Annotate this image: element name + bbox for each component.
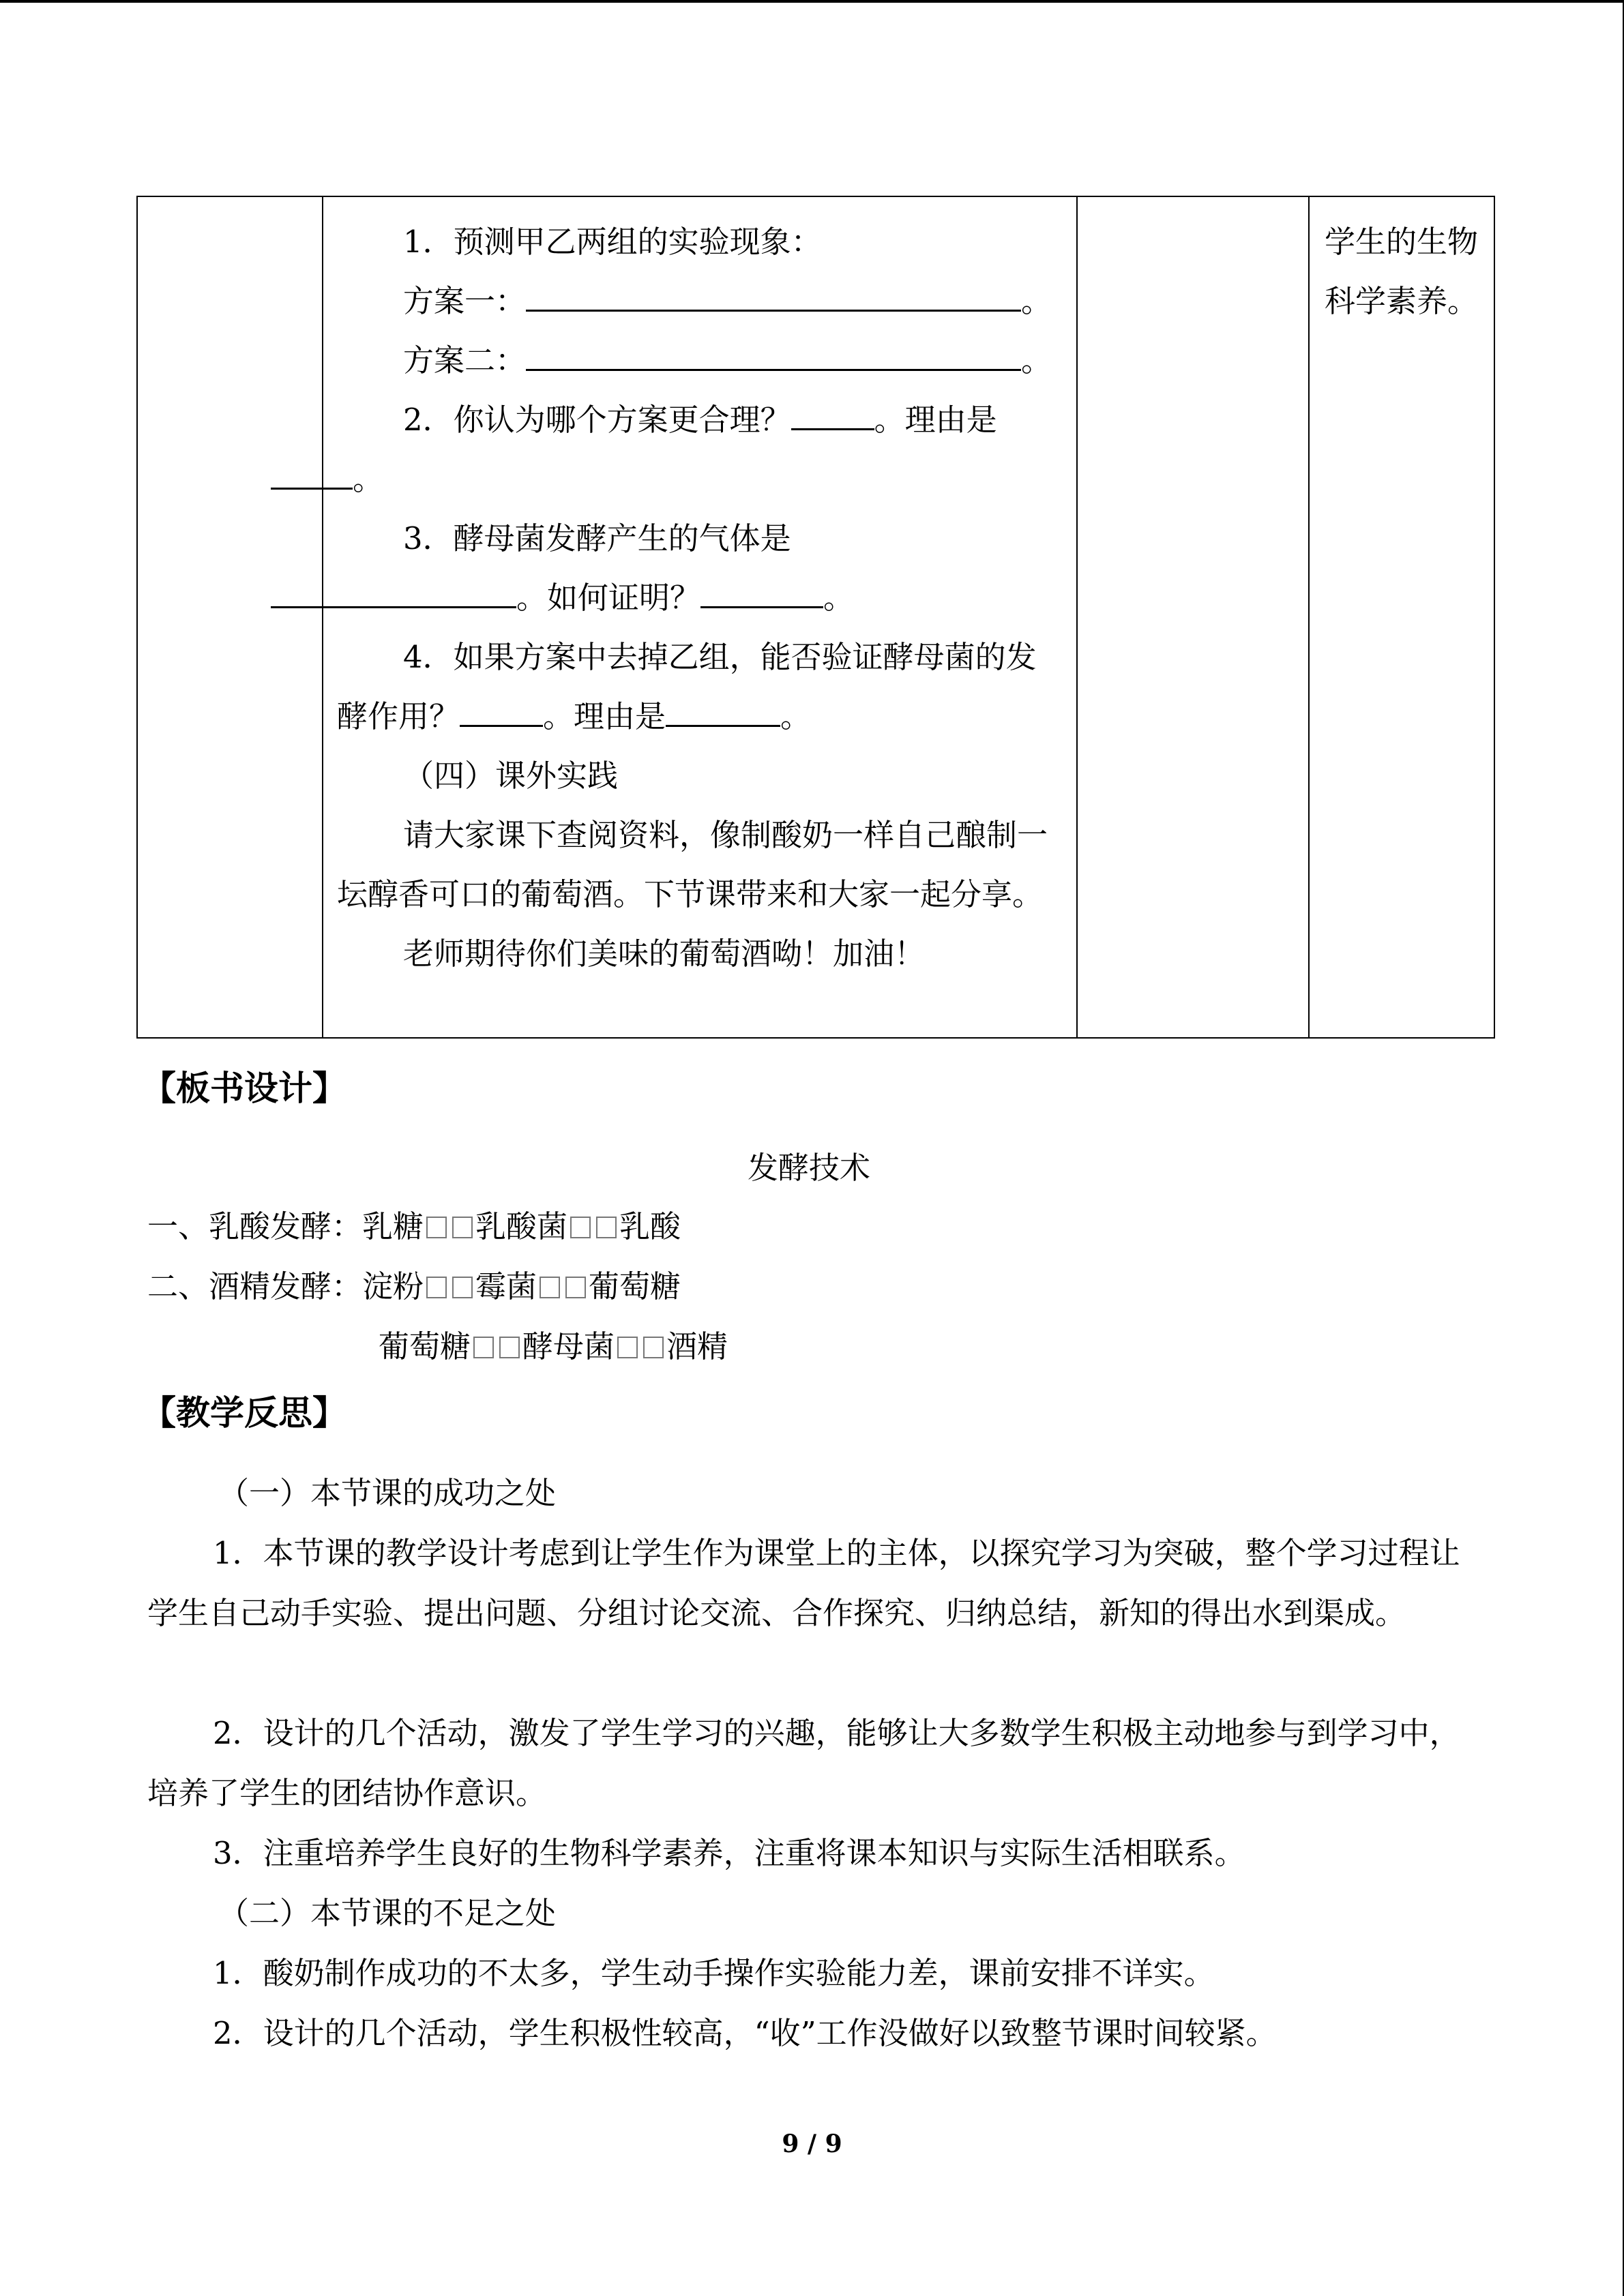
answer-blank: [791, 396, 874, 430]
table-cell-empty-1: [137, 196, 323, 1038]
box-glyph: [426, 1217, 447, 1238]
box-glyph: [565, 1277, 586, 1298]
plan-2-line: 方案二： 。: [337, 331, 1063, 390]
table-cell-empty-3: [1077, 196, 1309, 1038]
lesson-table: [136, 196, 1495, 1039]
plan-1-line: 方案一： 。: [337, 271, 1063, 331]
answer-blank: [526, 277, 1021, 312]
shortcoming-1: 1．酸奶制作成功的不太多，学生动手操作实验能力差，课前安排不详实。: [213, 1955, 1215, 1991]
box-glyph: [570, 1217, 591, 1238]
box-glyph: [473, 1337, 494, 1358]
success-2: 2．设计的几个活动，激发了学生学习的兴趣，能够让大多数学生积极主动地参与到学习中，培养了学生的团结协作意识。: [147, 1715, 1460, 1811]
shortcoming-2: 2．设计的几个活动，学生积极性较高，“收”工作没做好以致整节课时间较紧。: [213, 2015, 1277, 2051]
board-line-3: 葡萄糖 酵母菌 酒精: [379, 1328, 728, 1365]
box-glyph: [499, 1337, 520, 1358]
practice-title: （四）课外实践: [403, 758, 619, 794]
box-glyph: [452, 1277, 473, 1298]
table-row: [137, 196, 1494, 1038]
question-1: 1．预测甲乙两组的实验现象：: [403, 224, 822, 260]
shortcoming-title: （二）本节课的不足之处: [218, 1895, 557, 1931]
answer-blank: [460, 692, 543, 727]
answer-blank: [271, 573, 516, 608]
reflection-heading: 【教学反思】: [142, 1393, 346, 1433]
board-design-heading: 【板书设计】: [142, 1069, 346, 1108]
page-top-border: [0, 0, 1624, 3]
answer-blank: [271, 455, 353, 490]
success-title: （一）本节课的成功之处: [218, 1475, 557, 1511]
box-glyph: [596, 1217, 617, 1238]
board-line-1: 一、乳酸发酵：乳糖 乳酸菌 乳酸: [147, 1208, 681, 1244]
table-cell-activities: [323, 196, 1077, 1038]
page-number: 9 / 9: [782, 2130, 842, 2158]
question-4: 4．如果方案中去掉乙组，能否验证酵母菌的发酵作用？ 。理由是 。: [337, 639, 1037, 734]
board-line-2: 二、酒精发酵：淀粉 霉菌 葡萄糖: [147, 1268, 681, 1304]
box-glyph: [540, 1277, 560, 1298]
practice-text: 请大家课下查阅资料，像制酸奶一样自己酿制一坛醇香可口的葡萄酒。下节课带来和大家一起分享。: [337, 817, 1048, 912]
box-glyph: [426, 1277, 447, 1298]
design-intent-text: 学生的生物科学素养。: [1325, 224, 1479, 319]
encourage-text: 老师期待你们美味的葡萄酒呦！加油！: [403, 936, 926, 972]
box-glyph: [643, 1337, 664, 1358]
box-glyph: [617, 1337, 638, 1358]
answer-blank: [666, 692, 780, 727]
answer-blank: [700, 573, 823, 608]
question-2: 2．你认为哪个方案更合理？ 。理由是 。: [337, 390, 1063, 509]
question-3: 3．酵母菌发酵产生的气体是 。如何证明？ 。: [337, 509, 1063, 627]
box-glyph: [452, 1217, 473, 1238]
success-3: 3．注重培养学生良好的生物科学素养，注重将课本知识与实际生活相联系。: [213, 1835, 1245, 1871]
success-1: 1．本节课的教学设计考虑到让学生作为课堂上的主体，以探究学习为突破，整个学习过程让学生自己动手实验、提出问题、分组讨论交流、合作探究、归纳总结，新知的得出水到渠成。: [147, 1535, 1460, 1631]
board-title: 发酵技术: [748, 1150, 871, 1186]
table-cell-design-intent: [1309, 196, 1494, 1038]
answer-blank: [526, 336, 1021, 371]
